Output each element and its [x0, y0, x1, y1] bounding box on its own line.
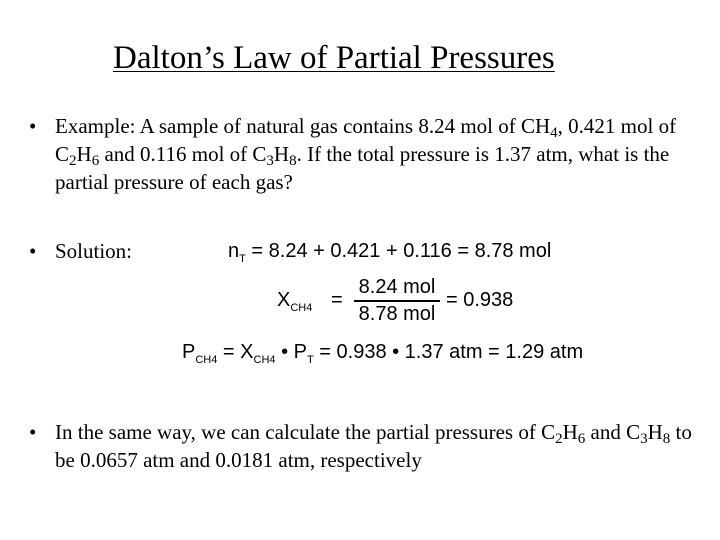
- example-text: and 0.116 mol of C: [99, 142, 267, 166]
- subscript: 6: [577, 431, 586, 447]
- subscript: [290, 302, 312, 314]
- example-text: . If the total pressure is 1.37 atm, what is the partial pressure of each gas?: [55, 142, 670, 194]
- eq-symbol: n: [228, 240, 240, 262]
- subscript-text: CH: [290, 302, 307, 314]
- subscript-text: 4: [211, 354, 218, 366]
- subscript-text: 4: [306, 302, 313, 314]
- equation-partial-pressure: [182, 341, 583, 364]
- conclusion-text: H: [647, 420, 663, 444]
- example-text: , 0.421 mol of C: [55, 114, 677, 166]
- subscript: 3: [640, 431, 648, 447]
- equals-sign: =: [331, 289, 343, 311]
- subscript: T: [306, 354, 314, 366]
- eq-text: = 0.938 • 1.37 atm = 1.29 atm: [313, 341, 584, 363]
- conclusion-text: H: [562, 420, 578, 444]
- subscript: 2: [69, 153, 77, 169]
- bullet-marker: •: [29, 114, 37, 138]
- subscript: 2: [555, 431, 563, 447]
- eq-text: = X: [217, 341, 254, 363]
- fraction-bar: [354, 300, 440, 302]
- subscript-text: CH: [253, 354, 270, 366]
- eq-result: = 0.938: [446, 289, 514, 311]
- subscript: 8: [662, 431, 671, 447]
- subscript-text: CH: [195, 354, 212, 366]
- fraction: [354, 276, 440, 326]
- solution-label: Solution:: [55, 239, 133, 263]
- bullet-solution: [29, 237, 215, 265]
- fraction-denominator: 8.78 mol: [358, 303, 436, 325]
- eq-text: = 8.24 + 0.421 + 0.116 = 8.78 mol: [245, 240, 552, 262]
- subscript-text: 4: [269, 354, 276, 366]
- subscript: T: [239, 253, 246, 265]
- subscript: 8: [289, 153, 297, 169]
- bullet-example: [29, 112, 715, 196]
- subscript: [254, 354, 276, 366]
- equation-total-moles: [228, 240, 551, 263]
- bullet-marker: •: [29, 239, 37, 263]
- conclusion-text: In the same way, we can calculate the partial pressures of C: [55, 420, 556, 444]
- bullet-conclusion: [29, 418, 715, 474]
- fraction-numerator: 8.24 mol: [358, 276, 436, 298]
- example-text: Example: A sample of natural gas contains 8.24 mol of CH: [55, 114, 551, 138]
- example-text: H: [273, 142, 290, 166]
- eq-text: • P: [275, 341, 307, 363]
- eq-lhs: [277, 289, 312, 312]
- subscript: 3: [266, 153, 274, 169]
- example-text: H: [76, 142, 92, 166]
- subscript: [195, 354, 217, 366]
- eq-symbol: P: [182, 341, 196, 363]
- eq-symbol: X: [277, 289, 291, 311]
- conclusion-text: to be 0.0657 atm and 0.0181 atm, respectively: [55, 420, 692, 472]
- subscript: 4: [550, 125, 558, 141]
- slide-title: Dalton’s Law of Partial Pressures: [113, 40, 555, 76]
- subscript: 6: [91, 153, 100, 169]
- conclusion-text: and C: [585, 420, 641, 444]
- bullet-marker: •: [29, 420, 37, 444]
